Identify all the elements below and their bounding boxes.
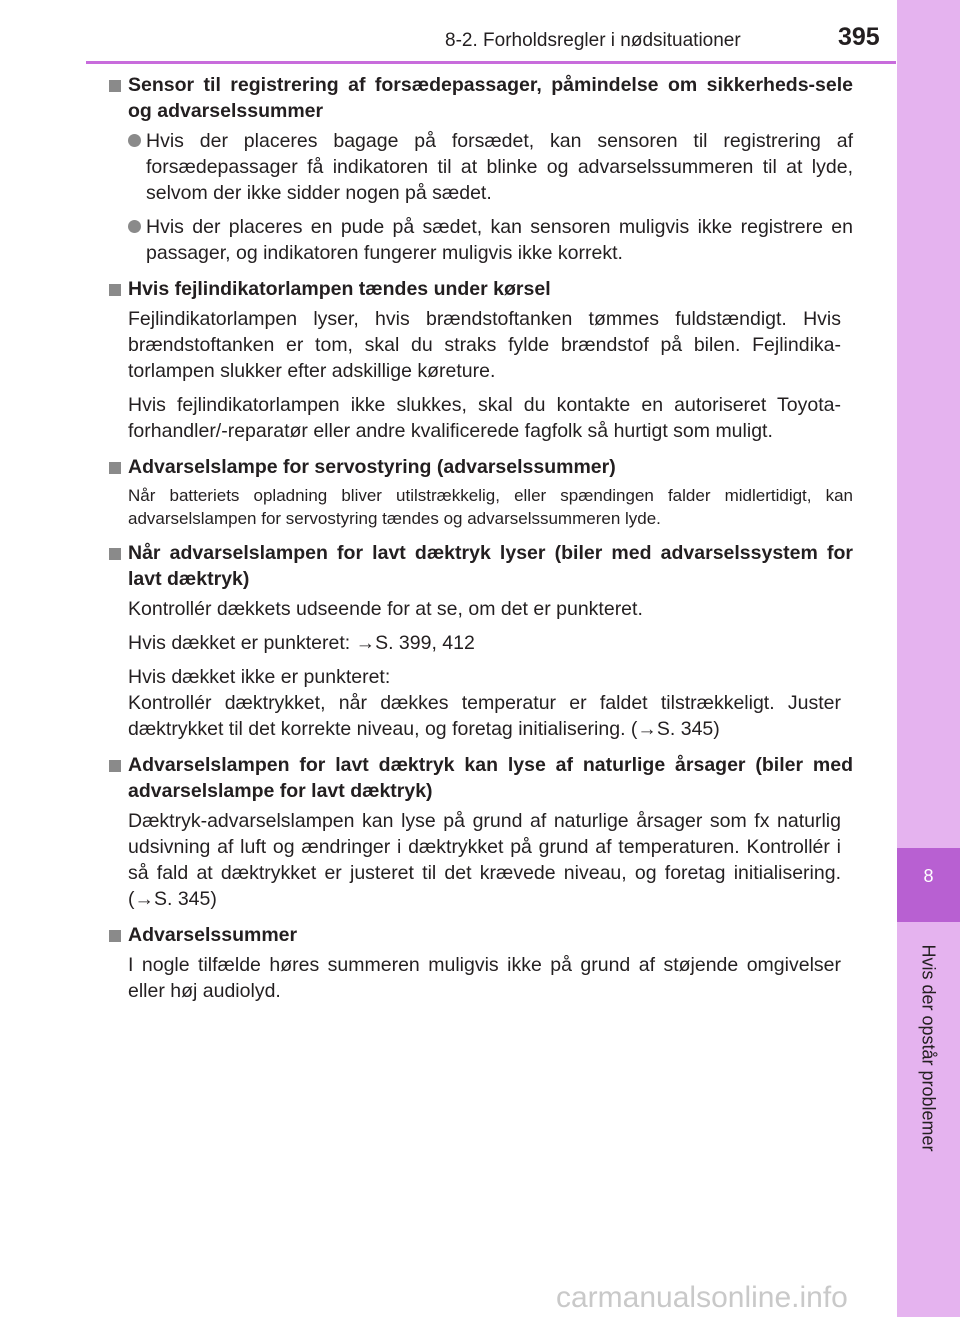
section-heading-text: Hvis fejlindikatorlampen tændes under kørsel	[128, 278, 551, 300]
section-header-title: 8-2. Forholdsregler i nødsituationer	[445, 30, 741, 51]
section-warning-buzzer	[108, 922, 853, 1004]
section-heading-text: Advarselslampe for servostyring (advarselssummer)	[128, 456, 616, 478]
paragraph: I nogle tilfælde høres summeren muligvis ikke på grund af støjende omgivelser eller høj audiolyd.	[128, 954, 841, 1002]
section-heading-text: Når advarselslampen for lavt dæktryk lyser (biler med advarselssystem for lavt dæktryk)	[128, 542, 853, 590]
paragraph: Dæktryk-advarselslampen kan lyse på grund af naturlige årsager som fx naturlig udsivning af luft og ændringer i dæktrykket på grund af temperaturen. Kontrollér i så fald at dæktrykket er justeret til det krævede niveau, og foretag initialisering. (→S. 345)	[128, 810, 841, 910]
section-heading	[108, 540, 853, 592]
chapter-tab-marker	[897, 848, 960, 922]
paragraph: Hvis dækket er punkteret: →S. 399, 412	[128, 632, 475, 654]
section-heading	[108, 922, 853, 948]
round-bullet-icon	[128, 220, 141, 233]
paragraph: Hvis fejlindikatorlampen ikke slukkes, skal du kontakte en autoriseret Toyota-forhandler/-reparatør eller andre kvalificerede fagfolk så hurtigt som muligt.	[128, 394, 841, 442]
paragraph: Hvis dækket ikke er punkteret:	[128, 666, 391, 688]
section-heading	[108, 454, 853, 480]
bullet-text: Hvis der placeres bagage på forsædet, kan sensoren til registrering af forsædepassager få indikatoren til at blinke og advarselssummeren til at lyde, selvom der ikke sidder nogen på sædet.	[146, 130, 853, 204]
section-heading-text: Sensor til registrering af forsædepassager, påmindelse om sikkerheds-sele og advarselssummer	[128, 74, 853, 122]
section-heading-text: Advarselslampen for lavt dæktryk kan lyse af naturlige årsager (biler med advarselslampe for lavt dæktryk)	[128, 754, 853, 802]
section-heading	[108, 276, 853, 302]
square-bullet-icon	[109, 760, 121, 772]
chapter-side-tab	[897, 0, 960, 1317]
section-tire-pressure-warning	[108, 540, 853, 742]
chapter-title: Hvis der opstår problemer	[918, 944, 939, 1152]
paragraph: Når batteriets opladning bliver utilstrækkelig, eller spændingen falder midlertidigt, kan advarselslampen for servostyring tændes og advarselssummeren lyde.	[128, 486, 853, 528]
section-heading	[108, 72, 853, 124]
square-bullet-icon	[109, 548, 121, 560]
section-malfunction-lamp	[108, 276, 853, 444]
paragraph: Kontrollér dækkets udseende for at se, om det er punkteret.	[128, 598, 643, 620]
section-power-steering	[108, 454, 853, 530]
bullet-item	[108, 128, 853, 206]
main-content	[108, 72, 853, 1004]
header-divider	[86, 61, 896, 64]
chapter-number: 8	[923, 866, 934, 886]
square-bullet-icon	[109, 930, 121, 942]
page-number: 395	[838, 23, 880, 51]
square-bullet-icon	[109, 80, 121, 92]
bullet-text: Hvis der placeres en pude på sædet, kan sensoren muligvis ikke registrere en passager, og indikatoren fungerer muligvis ikke korrekt.	[146, 216, 853, 264]
section-tire-pressure-natural-causes	[108, 752, 853, 912]
section-heading-text: Advarselssummer	[128, 924, 298, 946]
round-bullet-icon	[128, 134, 141, 147]
bullet-item	[108, 214, 853, 266]
section-seat-sensor	[108, 72, 853, 266]
paragraph: Fejlindikatorlampen lyser, hvis brændstoftanken tømmes fuldstændigt. Hvis brændstoftanken er tom, skal du straks fylde brændstof på bilen. Fejlindika-torlampen slukker efter adskillige køreture.	[128, 308, 841, 382]
paragraph: Kontrollér dæktrykket, når dækkes temperatur er faldet tilstrækkeligt. Juster dæktrykket til det korrekte niveau, og foretag initialisering. (→S. 345)	[128, 692, 841, 740]
watermark: carmanualsonline.info	[556, 1281, 848, 1314]
square-bullet-icon	[109, 284, 121, 296]
section-heading	[108, 752, 853, 804]
square-bullet-icon	[109, 462, 121, 474]
